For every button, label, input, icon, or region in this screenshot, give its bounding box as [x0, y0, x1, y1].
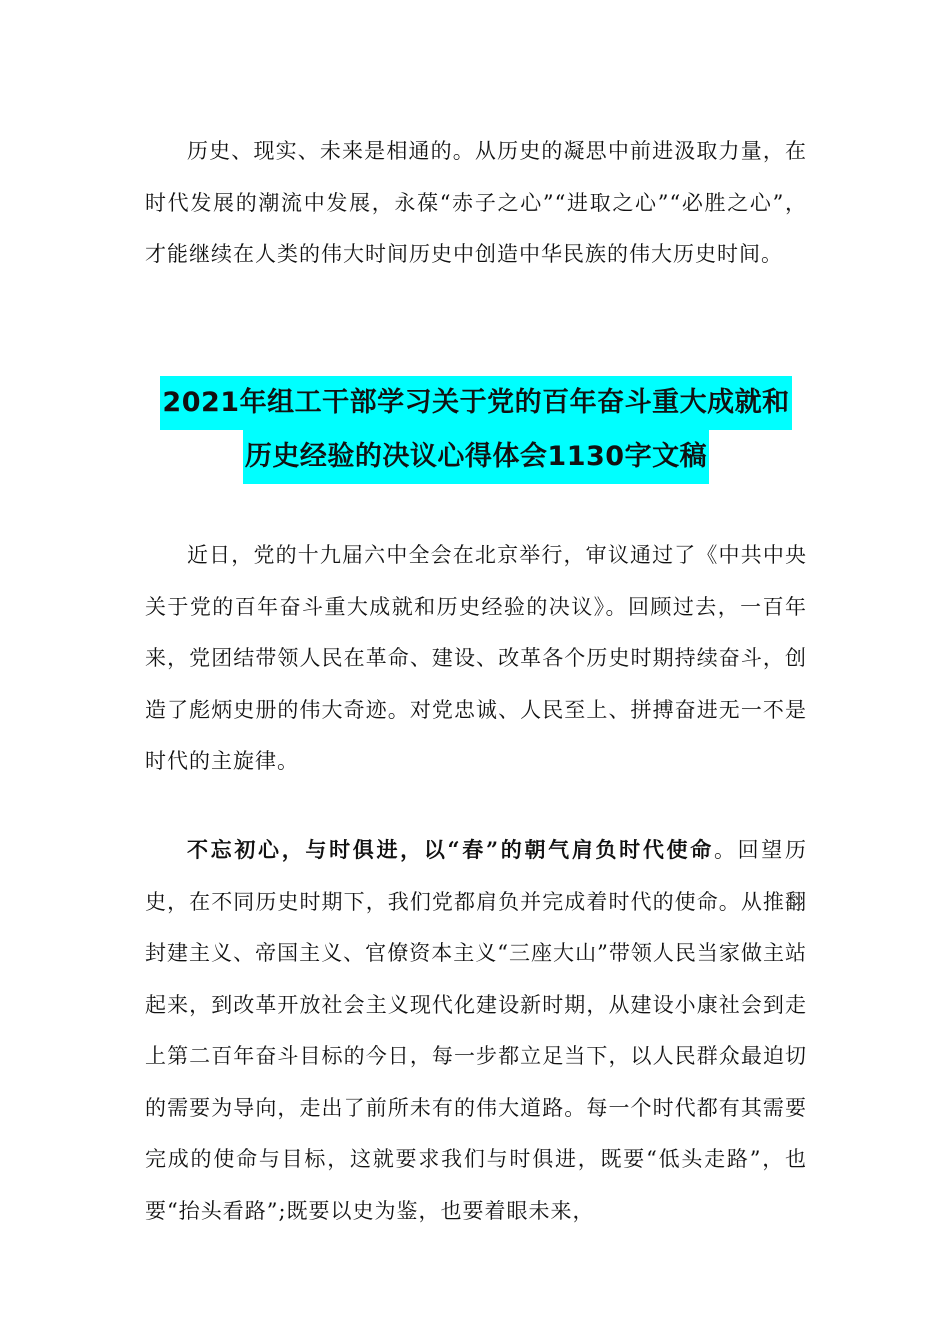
section-body: 。回望历史，在不同历史时期下，我们党都肩负并完成着时代的使命。从推翻封建主义、帝国主义、官僚资本主义“三座大山”带领人民当家做主站起来，到改革开放社会主义现代化建设新时期，从建设小康社会到走上第二百年奋斗目标的今日，每一步都立足当下，以人民群众最迫切的需要为导向，走出了前所未有的伟大道路。每一个时代都有其需要完成的使命与目标，这就要求我们与时俱进，既要“低头走路”，也要“抬头看路”;既要以史为鉴，也要着眼未来， — [145, 838, 807, 1223]
title-line-2: 历史经验的决议心得体会1130字文稿 — [243, 430, 709, 484]
section-lead: 不忘初心，与时俱进，以“春”的朝气肩负时代使命 — [187, 837, 714, 862]
body-paragraph-1: 近日，党的十九届六中全会在北京举行，审议通过了《中共中央关于党的百年奋斗重大成就和历史经验的决议》。回顾过去，一百年来，党团结带领人民在革命、建设、改革各个历史时期持续奋斗，创造了彪炳史册的伟大奇迹。对党忠诚、人民至上、拼搏奋进无一不是时代的主旋律。 — [145, 543, 807, 773]
article-title — [135, 376, 817, 484]
title-line-1: 2021年组工干部学习关于党的百年奋斗重大成就和 — [160, 376, 791, 430]
intro-paragraph: 历史、现实、未来是相通的。从历史的凝思中前进汲取力量，在时代发展的潮流中发展，永葆“赤子之心”“进取之心”“必胜之心”，才能继续在人类的伟大时间历史中创造中华民族的伟大历史时间。 — [145, 139, 807, 266]
body-paragraph-2 — [145, 824, 807, 1237]
